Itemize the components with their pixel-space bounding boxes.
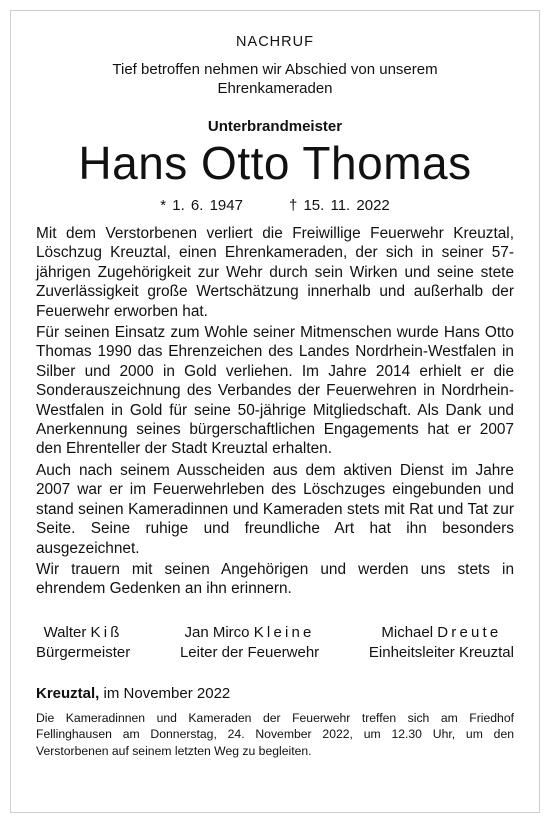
intro-line-2: Ehrenkameraden	[217, 80, 333, 97]
notice-heading: NACHRUF	[236, 34, 314, 50]
place: Kreuztal,	[36, 684, 100, 702]
signatory-role: Bürgermeister	[36, 643, 131, 661]
funeral-note: Die Kameradinnen und Kameraden der Feuerwehr treffen sich am Friedhof Fellinghausen am Donnerstag, 24. November 2022, um 12.30 Uhr, um den Verstorbenen auf seinem letzten Weg zu begleiten.	[36, 710, 514, 758]
rank-title: Unterbrandmeister	[207, 118, 343, 135]
paragraph-1: Mit dem Verstorbenen verliert die Freiwillige Feuerwehr Kreuztal, Löschzug Kreuztal, einen Ehrenkameraden, der sich in seiner 57-jährigen Zugehörigkeit zur Wehr durch sein Wirken und seine stete Zuverlässigkeit große Wertschätzung innerhalb und außerhalb der Feuerwehr erworben hat.	[36, 225, 514, 320]
date: im November 2022	[103, 684, 231, 702]
signatory-name: Walter Kiß	[43, 623, 123, 641]
paragraph-3: Auch nach seinem Ausscheiden aus dem aktiven Dienst im Jahre 2007 war er im Feuerwehrleben des Löschzuges eingebunden und stand seinen Kameradinnen und Kameraden stets mit Rat und Tat zur Seite. Seine ruhige und freundliche Art hat ihn besonders ausgezeichnet.	[36, 461, 514, 557]
signatory-name: Michael Dreute	[381, 623, 502, 641]
signatory-role: Einheitsleiter Kreuztal	[368, 643, 514, 661]
intro-line-1: Tief betroffen nehmen wir Abschied von unserem	[112, 61, 438, 78]
birth-date: * 1. 6. 1947	[160, 197, 243, 214]
signatory-role: Leiter der Feuerwehr	[179, 643, 320, 661]
death-date: † 15. 11. 2022	[288, 197, 390, 214]
paragraph-4: Wir trauern mit seinen Angehörigen und werden uns stets in ehrendem Gedenken an ihn erinnern.	[36, 560, 514, 598]
signatory-name: Jan Mirco Kleine	[184, 623, 315, 641]
paragraph-2: Für seinen Einsatz zum Wohle seiner Mitmenschen wurde Hans Otto Thomas 1990 das Ehrenzeichen des Landes Nordrhein-Westfalen in Silber und 2000 in Gold verliehen. Im Jahre 2014 erhielt er die Sonderauszeichnung des Verbandes der Feuerwehren in Nordrhein-Westfalen in Gold für seine 50-jährige Mitgliedschaft. Als Dank und Anerkennung seines bürgerschaftlichen Engagements hat er 2007 den Ehrenteller der Stadt Kreuztal erhalten.	[36, 324, 514, 458]
page-border	[10, 10, 540, 813]
deceased-name: Hans Otto Thomas	[78, 137, 472, 189]
